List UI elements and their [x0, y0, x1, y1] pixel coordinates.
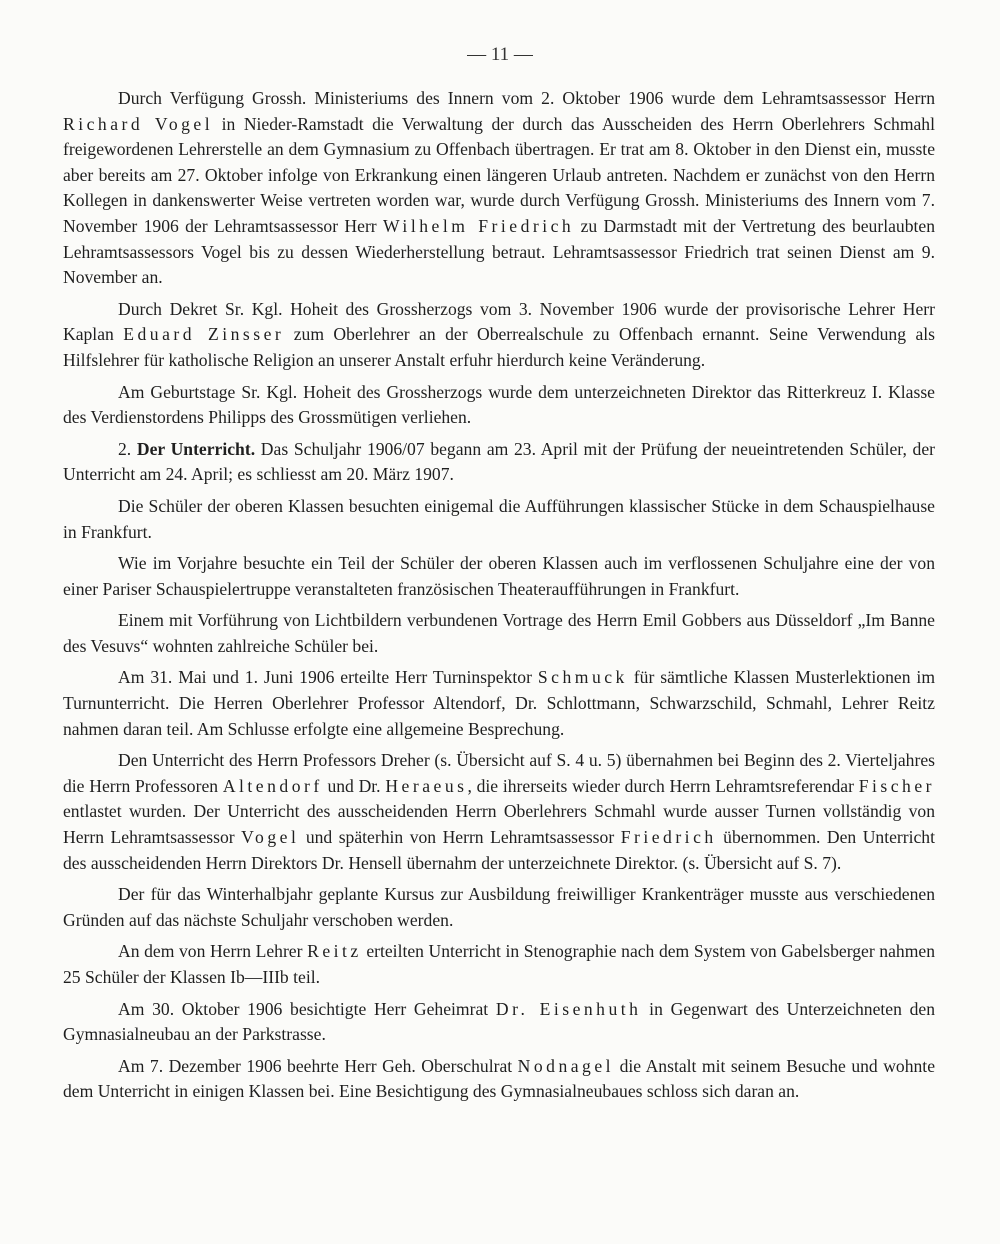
- text-segment: für sämtliche Klassen Musterlektionen im Turnunterricht. Die Herren Oberlehrer Professor Altendorf, Dr. Schlottmann, Schwarzschild, Schmahl, Lehrer Reitz nahmen daran teil. Am Schlusse erfolgte eine allgemeine Besprechung.: [63, 667, 935, 739]
- emphasized-name: Richard Vogel: [63, 113, 214, 134]
- paragraph: [63, 551, 935, 602]
- text-segment: Am Geburtstage Sr. Kgl. Hoheit des Grossherzogs wurde dem unterzeichneten Direktor das Ritterkreuz I. Klasse des Verdienstordens Philipps des Grossmütigen verliehen.: [63, 381, 935, 428]
- section-heading: Der Unterricht.: [136, 438, 256, 459]
- text-segment: erteilten Unterricht in Stenographie nach dem System von Gabelsberger nahmen 25 Schüler der Klassen Ib—IIIb teil.: [63, 941, 935, 987]
- emphasized-name: Nodnagel: [517, 1055, 615, 1076]
- emphasized-name: Dr. Eisenhuth: [495, 998, 642, 1019]
- paragraph: [63, 437, 935, 488]
- emphasized-name: Schmuck: [537, 667, 628, 688]
- text-segment: entlastet wurden. Der Unterricht des ausscheidenden Herrn Oberlehrers Schmahl wurde ausser Turnen vollständig von Herrn Lehramtsassessor: [63, 801, 935, 848]
- text-segment: Wie im Vorjahre besuchte ein Teil der Schüler der oberen Klassen auch im verflossenen Schuljahre eine der von einer Pariser Schauspielertruppe veranstalteten französischen Theateraufführungen in Frankfurt.: [63, 553, 935, 599]
- paragraph: [63, 997, 935, 1048]
- text-segment: Am 30. Oktober 1906 besichtigte Herr Geheimrat: [118, 998, 496, 1019]
- text-segment: Durch Dekret Sr. Kgl. Hoheit des Grossherzogs vom 3. November 1906 wurde der provisorische Lehrer Herr Kaplan: [63, 298, 935, 345]
- paragraph: [63, 882, 935, 933]
- emphasized-name: Reitz: [307, 941, 362, 962]
- text-segment: Die Schüler der oberen Klassen besuchten einigemal die Aufführungen klassischer Stücke in dem Schauspielhause in Frankfurt.: [63, 495, 935, 542]
- text-segment: Am 7. Dezember 1906 beehrte Herr Geh. Oberschulrat: [118, 1055, 518, 1076]
- text-segment: Der für das Winterhalbjahr geplante Kursus zur Ausbildung freiwilliger Krankenträger musste aus verschiedenen Gründen auf das nächste Schuljahr verschoben werden.: [63, 884, 935, 930]
- paragraph: [63, 665, 935, 742]
- text-segment: in Nieder-Ramstadt die Verwaltung der durch das Ausscheiden des Herrn Oberlehrers Schmahl freigewordenen Lehrerstelle an dem Gymnasium zu Offenbach übertragen. Er trat am 8. Oktober in den Dienst ein, musste aber bereits am 27. Oktober infolge von Erkrankung einen längeren Urlaub antreten. Nachdem er zunächst von den Herrn Kollegen in dankenswerter Weise vertreten worden war, wurde durch Verfügung Grossh. Ministeriums des Innern vom 7. November 1906 der Lehramtsassessor Herr: [63, 113, 935, 236]
- text-segment: Den Unterricht des Herrn Professors Dreher (s. Übersicht auf S. 4 u. 5) übernahmen bei Beginn des 2. Vierteljahres die Herrn Professoren: [63, 750, 935, 796]
- text-segment: , die ihrerseits wieder durch Herrn Lehramtsreferendar: [467, 775, 859, 796]
- text-segment: Einem mit Vorführung von Lichtbildern verbundenen Vortrage des Herrn Emil Gobbers aus Düsseldorf „Im Banne des Vesuvs“ wohnten zahlreiche Schüler bei.: [63, 610, 935, 656]
- emphasized-name: Vogel: [241, 827, 300, 848]
- paragraph: [63, 494, 935, 545]
- paragraph: [63, 1054, 935, 1105]
- text-segment: Durch Verfügung Grossh. Ministeriums des Innern vom 2. Oktober 1906 wurde dem Lehramtsassessor Herrn: [118, 88, 935, 108]
- text-segment: zum Oberlehrer an der Oberrealschule zu Offenbach ernannt. Seine Verwendung als Hilfslehrer für katholische Religion an unserer Anstalt erfuhr hierdurch keine Veränderung.: [63, 324, 935, 370]
- paragraph: [63, 939, 935, 990]
- paragraph: [63, 297, 935, 374]
- emphasized-name: Altendorf: [222, 775, 323, 796]
- text-segment: zu Darmstadt mit der Vertretung des beurlaubten Lehramtsassessors Vogel bis zu dessen Wiederherstellung betraut. Lehramtsassessor Friedrich trat seinen Dienst am 9. November an.: [63, 215, 935, 288]
- emphasized-name: Fischer: [858, 775, 935, 796]
- emphasized-name: Wilhelm Friedrich: [383, 215, 575, 236]
- text-segment: und Dr.: [322, 775, 386, 796]
- text-segment: An dem von Herrn Lehrer: [118, 941, 308, 962]
- paragraph: [63, 86, 935, 291]
- text-segment: in Gegenwart des Unterzeichneten den Gymnasialneubau an der Parkstrasse.: [63, 998, 936, 1045]
- paragraph: [63, 608, 935, 659]
- text-segment: 2.: [118, 438, 137, 459]
- page-number: — 11 —: [467, 44, 533, 65]
- paragraph: [63, 748, 935, 876]
- text-segment: Das Schuljahr 1906/07 begann am 23. April mit der Prüfung der neueintretenden Schüler, der Unterricht am 24. April; es schliesst am 20. März 1907.: [63, 438, 936, 485]
- text-segment: übernommen. Den Unterricht des ausscheidenden Herrn Direktors Dr. Hensell übernahm der unterzeichnete Direktor. (s. Übersicht auf S. 7).: [63, 827, 935, 873]
- body-text: [63, 86, 935, 1111]
- text-segment: die Anstalt mit seinem Besuche und wohnte dem Unterricht in einigen Klassen bei. Eine Besichtigung des Gymnasialneubaues schloss sich daran an.: [63, 1055, 936, 1102]
- paragraph: [63, 380, 935, 431]
- text-segment: und späterhin von Herrn Lehramtsassessor: [299, 827, 621, 848]
- emphasized-name: Heraeus: [385, 775, 468, 796]
- emphasized-name: Friedrich: [620, 827, 717, 848]
- emphasized-name: Eduard Zinsser: [123, 324, 285, 345]
- text-segment: Am 31. Mai und 1. Juni 1906 erteilte Herr Turninspektor: [118, 667, 538, 688]
